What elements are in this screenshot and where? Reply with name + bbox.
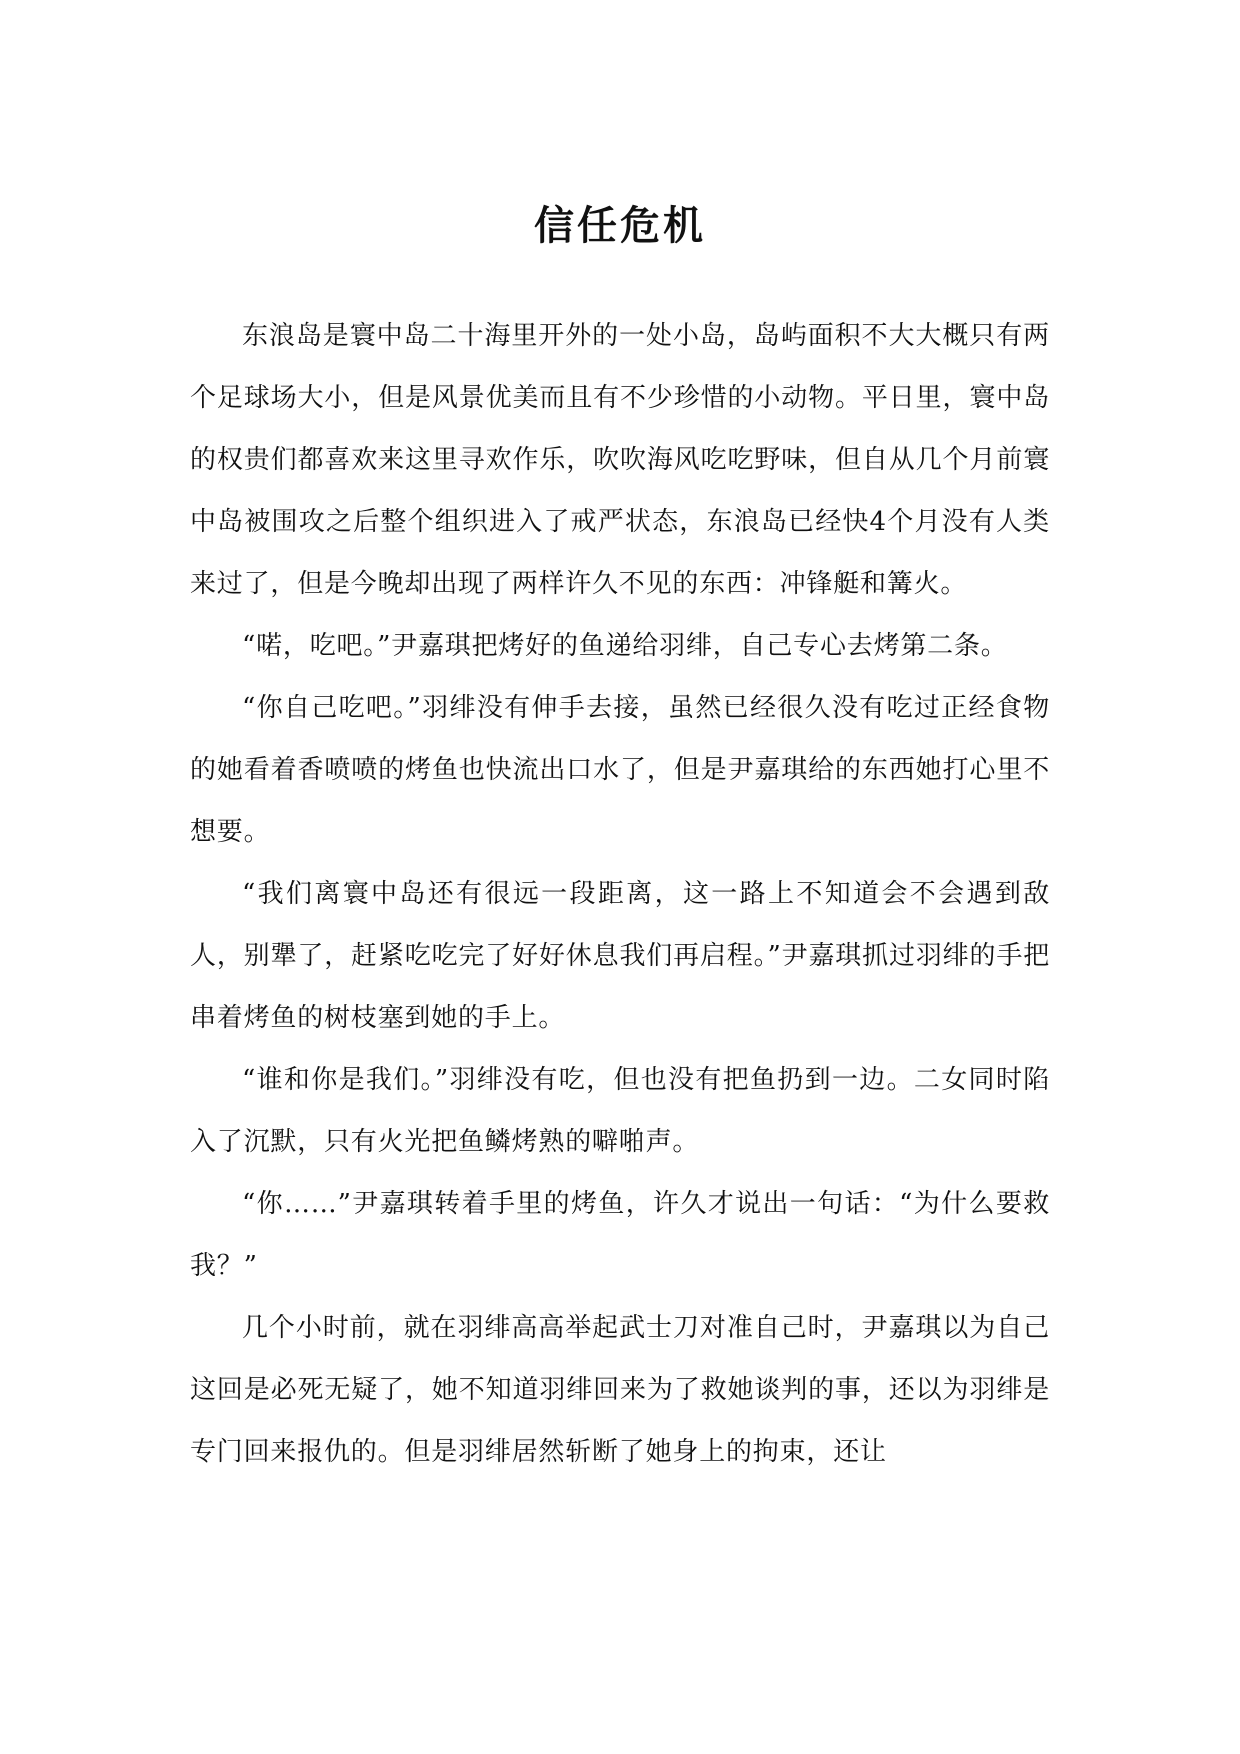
document-title: 信任危机 xyxy=(534,202,706,249)
paragraph: “你……”尹嘉琪转着手里的烤鱼，许久才说出一句话：“为什么要救我？” xyxy=(190,1189,1050,1281)
paragraph: 东浪岛是寰中岛二十海里开外的一处小岛，岛屿面积不大大概只有两个足球场大小，但是风景优美而且有不少珍惜的小动物。平日里，寰中岛的权贵们都喜欢来这里寻欢作乐，吹吹海风吃吃野味，但自从几个月前寰中岛被围攻之后整个组织进入了戒严状态，东浪岛已经快4个月没有人类来过了，但是今晚却出现了两样许久不见的东西：冲锋艇和篝火。 xyxy=(190,321,1050,599)
document-body xyxy=(190,305,1050,1483)
paragraph: “喏，吃吧。”尹嘉琪把烤好的鱼递给羽绯，自己专心去烤第二条。 xyxy=(242,631,1008,661)
paragraph: “谁和你是我们。”羽绯没有吃，但也没有把鱼扔到一边。二女同时陷入了沉默，只有火光把鱼鳞烤熟的噼啪声。 xyxy=(190,1065,1050,1157)
paragraph: “你自己吃吧。”羽绯没有伸手去接，虽然已经很久没有吃过正经食物的她看着香喷喷的烤鱼也快流出口水了，但是尹嘉琪给的东西她打心里不想要。 xyxy=(190,693,1050,847)
paragraph: 几个小时前，就在羽绯高高举起武士刀对准自己时，尹嘉琪以为自己这回是必死无疑了，她不知道羽绯回来为了救她谈判的事，还以为羽绯是专门回来报仇的。但是羽绯居然斩断了她身上的拘束，还让 xyxy=(190,1313,1050,1467)
paragraph: “我们离寰中岛还有很远一段距离，这一路上不知道会不会遇到敌人，别犟了，赶紧吃吃完了好好休息我们再启程。”尹嘉琪抓过羽绯的手把串着烤鱼的树枝塞到她的手上。 xyxy=(190,879,1050,1033)
